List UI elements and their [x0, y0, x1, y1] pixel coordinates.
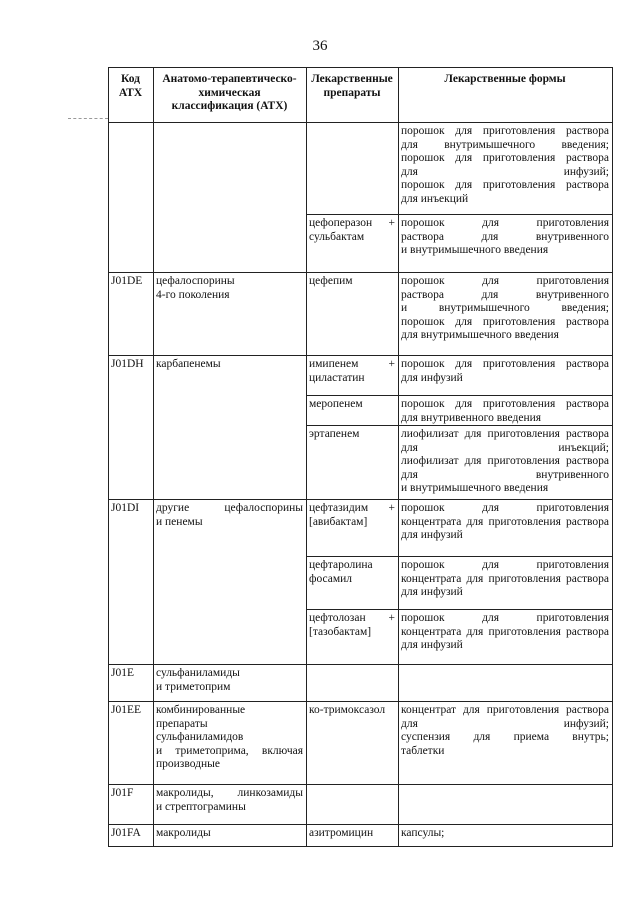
- table-rule: [108, 824, 613, 825]
- table-rule: [306, 214, 613, 215]
- cell-line: для внутримышечного введения: [401, 329, 559, 341]
- cell-line: концентрата для приготовления раствора: [401, 625, 609, 638]
- cell-line: цефтолозан +: [309, 612, 395, 624]
- cell-line: лиофилизат для приготовления раствора: [401, 428, 609, 440]
- table-rule: [306, 395, 613, 396]
- cell-line: Лекарственные формы: [444, 73, 566, 85]
- table-rule: [108, 664, 613, 665]
- cell-line: порошок для приготовления раствора: [401, 152, 609, 164]
- atc-code: J01FA: [111, 827, 141, 839]
- atc-code: J01EE: [111, 704, 142, 716]
- cell-line: карбапенемы: [156, 358, 221, 370]
- cell-line: для инфузий: [401, 371, 463, 384]
- dosage-forms: [401, 428, 609, 496]
- drug-name: [309, 704, 395, 718]
- header-classification: [156, 73, 303, 114]
- cell-line: комбинированные: [156, 704, 246, 716]
- cell-line: меропенем: [309, 398, 363, 410]
- cell-line: концентрата для приготовления раствора: [401, 572, 609, 585]
- header-forms: [401, 73, 609, 87]
- cell-line: макролиды: [156, 827, 211, 839]
- cell-line: для инфузий;: [401, 717, 609, 730]
- cell-line: для внутримышечного введения;: [401, 138, 609, 151]
- atc-classification: [156, 704, 303, 772]
- dosage-forms: [401, 502, 609, 543]
- cell-line: и стрептограмины: [156, 800, 246, 813]
- drug-name: [309, 827, 395, 841]
- drug-name: [309, 502, 395, 529]
- table-rule: [108, 701, 613, 702]
- drug-name: [309, 275, 395, 289]
- cell-line: для внутривенного введения: [401, 411, 542, 424]
- atc-classification: [156, 827, 303, 841]
- cell-line: препараты: [323, 86, 381, 99]
- cell-line: [тазобактам]: [309, 625, 372, 638]
- cell-line: для инфузий: [401, 639, 463, 651]
- cell-line: таблетки: [401, 744, 445, 757]
- atc-classification: [156, 667, 303, 694]
- drug-name: [309, 428, 395, 442]
- cell-line: эртапенем: [309, 428, 360, 440]
- cell-line: Лекарственные: [311, 73, 393, 85]
- atc-classification: [156, 502, 303, 529]
- cell-line: концентрата для приготовления раствора: [401, 515, 609, 528]
- cell-line: макролиды, линкозамиды: [156, 787, 303, 799]
- atc-classification: [156, 787, 303, 814]
- cell-line: для инфузий;: [401, 165, 609, 178]
- dosage-forms: [401, 827, 609, 841]
- cell-line: и внутримышечного введения: [401, 244, 549, 256]
- table-rule: [398, 67, 399, 846]
- atc-code: J01E: [111, 667, 134, 679]
- cell-line: и внутримышечного введения;: [401, 302, 609, 314]
- table-rule: [108, 784, 613, 785]
- cell-line: суспензия для приема внутрь;: [401, 731, 609, 743]
- cell-line: порошок для приготовления: [401, 559, 609, 571]
- cell-line: фосамил: [309, 572, 353, 585]
- table-rule: [108, 67, 109, 846]
- table-rule: [306, 67, 307, 846]
- cell-line: АТХ: [118, 86, 143, 99]
- cell-line: Анатомо-терапевтическо-: [162, 73, 297, 85]
- cell-line: цефепим: [309, 275, 353, 287]
- cell-line: и триметоприм: [156, 680, 231, 693]
- table-rule: [306, 556, 613, 557]
- cell-line: порошок для приготовления раствора: [401, 315, 609, 328]
- cell-line: порошок для приготовления раствора: [401, 398, 609, 410]
- cell-line: и внутримышечного введения: [401, 482, 549, 494]
- cell-line: химическая: [198, 86, 261, 99]
- atc-code: J01DH: [111, 358, 144, 370]
- cell-line: лиофилизат для приготовления раствора: [401, 455, 609, 467]
- table-rule: [306, 609, 613, 610]
- cell-line: другие цефалоспорины: [156, 502, 303, 514]
- cell-line: производные: [156, 758, 220, 770]
- cell-line: ко-тримоксазол: [309, 704, 386, 716]
- drug-name: [309, 398, 395, 412]
- cell-line: азитромицин: [309, 827, 374, 839]
- cell-line: и пенемы: [156, 515, 203, 528]
- atc-classification: [156, 275, 303, 302]
- table-rule: [108, 499, 613, 500]
- atc-classification: [156, 358, 303, 372]
- dosage-forms: [401, 398, 609, 425]
- cell-line: классификация (АТХ): [171, 100, 288, 112]
- dosage-forms: [401, 559, 609, 600]
- header-code: [111, 73, 150, 100]
- atc-code: J01F: [111, 787, 134, 799]
- table-rule: [108, 122, 613, 123]
- drug-name: [309, 358, 395, 385]
- cell-line: для инъекций;: [401, 441, 609, 454]
- cell-line: для внутривенного: [401, 468, 609, 481]
- cell-line: порошок для приготовления: [401, 612, 609, 624]
- cell-line: цефтаролина: [309, 559, 373, 571]
- cell-line: порошок для приготовления: [401, 275, 609, 287]
- cell-line: Код: [120, 73, 140, 85]
- cell-line: для инфузий: [401, 529, 463, 541]
- table-rule: [153, 67, 154, 846]
- cell-line: цефоперазон +: [309, 217, 395, 229]
- table-rule: [108, 67, 613, 68]
- page-number: 36: [312, 38, 328, 54]
- cell-line: порошок для приготовления раствора: [401, 179, 609, 191]
- dosage-forms: [401, 275, 609, 343]
- cell-line: порошок для приготовления раствора: [401, 358, 609, 370]
- cell-line: раствора для внутривенного: [401, 288, 609, 301]
- cell-line: для инфузий: [401, 586, 463, 598]
- drug-name: [309, 612, 395, 639]
- atc-code: J01DI: [111, 502, 140, 514]
- cell-line: и триметоприма, включая: [156, 744, 303, 757]
- dosage-forms: [401, 125, 609, 206]
- table-rule: [306, 425, 613, 426]
- cell-line: для инъекций: [401, 192, 469, 205]
- cell-line: капсулы;: [401, 827, 445, 839]
- cell-line: имипенем +: [309, 358, 395, 370]
- cell-line: цефалоспорины: [156, 275, 235, 287]
- cell-line: порошок для приготовления: [401, 217, 609, 229]
- dosage-forms: [401, 612, 609, 653]
- table-rule: [108, 846, 613, 847]
- cell-line: порошок для приготовления: [401, 502, 609, 514]
- cell-line: сульбактам: [309, 230, 365, 243]
- cell-line: [авибактам]: [309, 515, 368, 528]
- cell-line: порошок для приготовления раствора: [401, 125, 609, 137]
- header-drugs: [309, 73, 395, 100]
- cell-line: циластатин: [309, 371, 365, 384]
- cell-line: препараты: [156, 717, 208, 730]
- cell-line: сульфаниламидов: [156, 731, 244, 743]
- cell-line: концентрат для приготовления раствора: [401, 704, 609, 716]
- cell-line: сульфаниламиды: [156, 667, 240, 679]
- drug-name: [309, 217, 395, 244]
- cell-line: раствора для внутривенного: [401, 230, 609, 243]
- drug-table: [108, 67, 612, 846]
- cell-line: 4-го поколения: [156, 288, 230, 301]
- dosage-forms: [401, 704, 609, 758]
- crop-mark: [68, 118, 108, 119]
- table-rule: [108, 272, 613, 273]
- dosage-forms: [401, 217, 609, 258]
- atc-code: J01DE: [111, 275, 143, 287]
- table-rule: [108, 355, 613, 356]
- dosage-forms: [401, 358, 609, 385]
- cell-line: цефтазидим +: [309, 502, 395, 514]
- drug-name: [309, 559, 395, 586]
- table-rule: [612, 67, 613, 846]
